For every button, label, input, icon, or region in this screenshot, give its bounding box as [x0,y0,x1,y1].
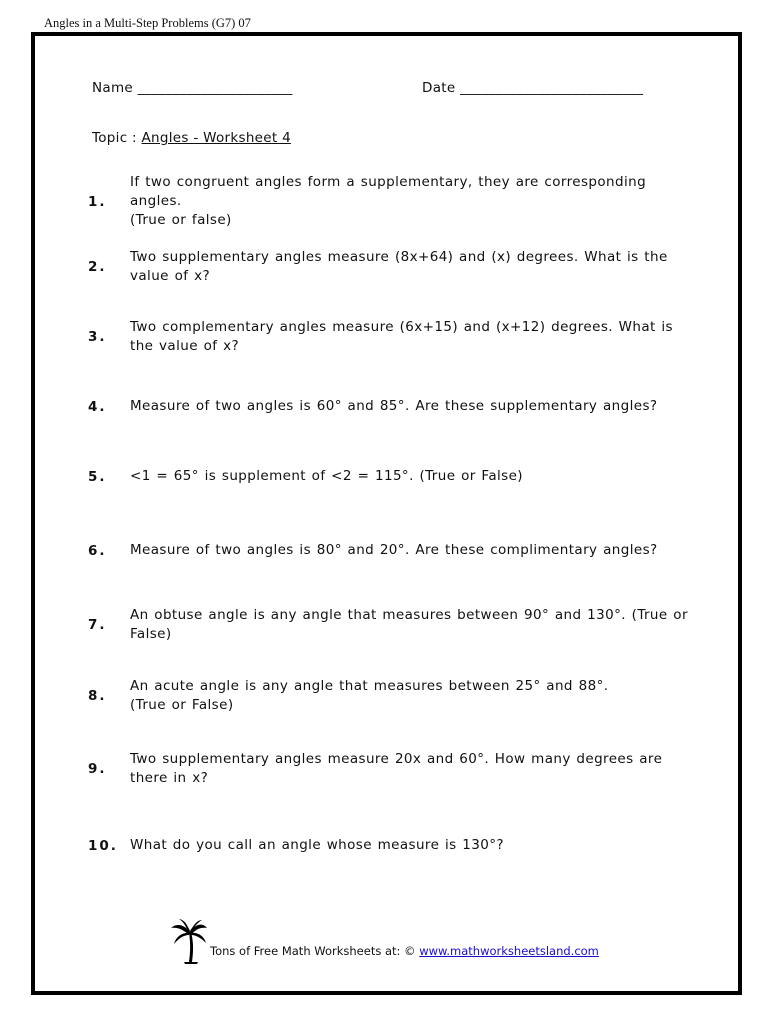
question-number: 4. [88,398,107,415]
footer-text [210,944,599,958]
question-number: 1. [88,193,107,210]
question-number: 6. [88,542,107,559]
question-text [130,541,658,560]
question-line: <1 = 65° is supplement of <2 = 115°. (True or False) [130,468,523,484]
question-line: Measure of two angles is 60° and 85°. Are these supplementary angles? [130,398,658,414]
question-1 [88,173,728,230]
question-text [130,677,608,715]
question-line: False) [130,626,172,642]
question-line: Two complementary angles measure (6x+15) and (x+12) degrees. What is [130,319,673,335]
question-line: An acute angle is any angle that measures between 25° and 88°. [130,678,609,694]
question-number: 5. [88,468,107,485]
question-9 [88,750,728,788]
question-number: 10. [88,837,118,854]
question-line: If two congruent angles form a supplementary, they are corresponding [130,174,647,190]
question-10 [88,836,728,855]
date-field [422,80,643,96]
question-6 [88,541,728,560]
question-7 [88,606,728,644]
question-line: Two supplementary angles measure 20x and 60°. How many degrees are [130,751,663,767]
question-line: An obtuse angle is any angle that measures between 90° and 130°. (True or [130,607,688,623]
question-number: 2. [88,259,107,275]
question-line: there in x? [130,770,209,786]
question-2 [88,248,728,286]
footer [170,914,599,964]
question-8 [88,677,728,715]
question-line: (True or false) [130,212,232,228]
question-text [130,318,673,356]
question-text [130,173,646,230]
date-label: Date [422,80,456,96]
question-5 [88,467,728,486]
name-blank: ______________________ [137,80,293,96]
topic-value: Angles - Worksheet 4 [141,130,291,146]
topic-line [92,130,291,146]
question-line: the value of x? [130,338,240,354]
question-4 [88,397,728,416]
question-text [130,750,662,788]
question-3 [88,318,728,356]
document-header: Angles in a Multi-Step Problems (G7) 07 [44,16,251,30]
question-line: value of x? [130,268,211,284]
question-text [130,836,504,855]
topic-label: Topic : [92,130,137,146]
question-line: Measure of two angles is 80° and 20°. Are these complimentary angles? [130,542,658,558]
question-line: What do you call an angle whose measure is 130°? [130,837,504,853]
website-link[interactable]: www.mathworksheetsland.com [419,944,599,958]
question-number: 9. [88,761,107,777]
question-text [130,606,688,644]
palm-tree-icon [170,918,208,964]
name-label: Name [92,80,134,96]
question-text [130,248,668,286]
name-field [92,80,293,96]
question-number: 3. [88,329,107,345]
question-number: 7. [88,617,107,633]
question-line: Two supplementary angles measure (8x+64) and (x) degrees. What is the [130,249,668,265]
question-text [130,397,657,416]
footer-caption: Tons of Free Math Worksheets at: © [210,944,416,958]
date-blank: __________________________ [460,80,644,96]
question-number: 8. [88,688,107,704]
question-line: (True or False) [130,697,234,713]
question-text [130,467,523,486]
question-line: angles. [130,193,182,209]
